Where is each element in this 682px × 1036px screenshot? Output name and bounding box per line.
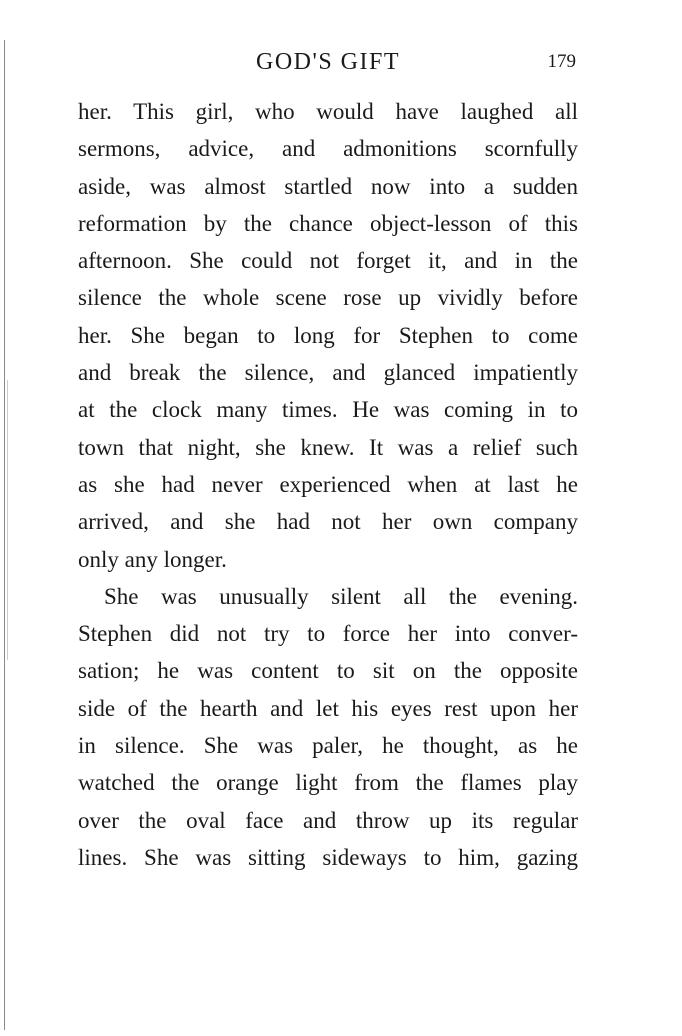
- paragraph: [78, 93, 578, 578]
- text-line: side of the hearth and let his eyes rest upon her: [78, 695, 578, 721]
- text-line: Stephen did not try to force her into conver-: [78, 621, 578, 647]
- text-line: town that night, she knew. It was a relief such: [78, 434, 578, 460]
- text-line: sermons, advice, and admonitions scornfully: [78, 136, 578, 162]
- scan-margin-line: [7, 380, 8, 660]
- text-line: arrived, and she had not her own company: [78, 509, 578, 535]
- text-line: her. She began to long for Stephen to come: [78, 322, 578, 348]
- text-line: afternoon. She could not forget it, and in the: [78, 248, 578, 274]
- text-line: She was unusually silent all the evening.: [104, 583, 578, 609]
- page-header: [78, 44, 578, 80]
- text-line: at the clock many times. He was coming in to: [78, 397, 578, 423]
- text-line: silence the whole scene rose up vividly before: [78, 285, 578, 311]
- text-line: only any longer.: [78, 546, 227, 572]
- text-line: lines. She was sitting sideways to him, gazing: [78, 844, 578, 870]
- text-line: watched the orange light from the flames play: [78, 770, 578, 796]
- text-line: sation; he was content to sit on the opposite: [78, 658, 578, 684]
- text-line: and break the silence, and glanced impatiently: [78, 360, 578, 386]
- text-line: aside, was almost startled now into a sudden: [78, 173, 578, 199]
- text-line: as she had never experienced when at last he: [78, 471, 578, 497]
- scan-margin-line: [4, 40, 5, 1030]
- text-line: over the oval face and throw up its regular: [78, 807, 578, 833]
- paragraph: [78, 578, 578, 876]
- running-title: GOD'S GIFT: [256, 49, 400, 75]
- text-line: her. This girl, who would have laughed all: [78, 99, 578, 124]
- body-text: [78, 93, 578, 876]
- text-line: reformation by the chance object-lesson of this: [78, 210, 578, 236]
- page-number: 179: [547, 51, 576, 72]
- text-line: in silence. She was paler, he thought, as he: [78, 733, 578, 759]
